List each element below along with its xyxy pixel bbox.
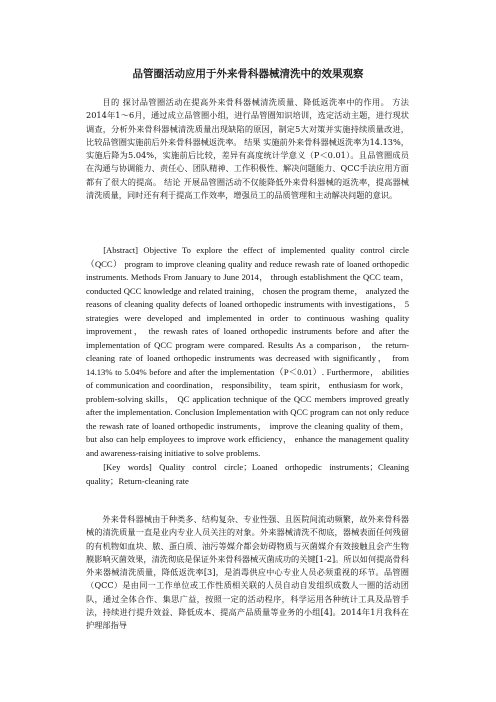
paper-title: 品管圈活动应用于外来骨科器械清洗中的效果观察	[132, 68, 364, 80]
english-abstract-text: [Abstract] Objective To explore the effect of implemented quality control circle（QCC） program to improve cleaning quality and reduce rewash rate of loaned orthopedic instruments. Methods From January to June 2014， through establishment the QCC team， conducted QCC knowledge and related training， chosen the program theme， analyzed the reasons of cleaning quality defects of loaned orthopedic instruments with investigations， 5 strategies were developed and implemented in order to continuous washing quality improvement， the rewash rates of loaned orthopedic instruments before and after the implementation of QCC program were compared. Results As a comparison， the return-cleaning rate of loaned orthopedic instruments was decreased with significantly， from 14.13% to 5.04% before and after the implementation（P＜0.01）. Furthermore， abilities of communication and coordination， responsibility， team spirit， enthusiasm for work， problem-solving skills， QC application technique of the QCC members improved greatly after the implementation. Conclusion Implementation with QCC program can not only reduce the rewash rate of loaned orthopedic instruments， improve the cleaning quality of them， but also can help employees to improve work efficiency， enhance the management quality and awareness-raising initiative to solve problems.	[86, 245, 409, 458]
body-paragraph	[86, 513, 409, 633]
english-abstract	[86, 244, 409, 460]
chinese-abstract	[86, 96, 409, 202]
body-paragraph-text: 外来骨科器械由于种类多、结构复杂、专业性强、且医院间流动频繁，故外来骨科器械的清洗质量一直是业内专业人员关注的对象。外来器械清洗不彻底，器械表面任何残留的有机物如血块、脓、蛋白质、油污等媒介都会妨碍物质与灭菌媒介有效接触且会产生物膜影响灭菌效果，清洗彻底是保证外来骨科器械灭菌成功的关键[1-2]。所以如何提高骨科外来器械清洗质量，降低返洗率[3]，是消毒供应中心专业人员必须重视的环节。品管圈（QCC）是由同一工作单位或工作性质相关联的人员自动自发组织成数人一圈的活动团队，通过全体合作、集思广益，按照一定的活动程序，科学运用各种统计工具及品管手法，持续进行提升效益、降低成本、提高产品质量等业务的小组[4]。2014年1月我科在护理部指导	[86, 514, 409, 631]
english-keywords-text: [Key words] Quality control circle；Loaned orthopedic instruments；Cleaning quality；Return-cleaning rate	[86, 462, 409, 486]
english-keywords	[86, 461, 409, 488]
chinese-abstract-text: 目的 探讨品管圈活动在提高外来骨科器械清洗质量、降低返洗率中的作用。 方法 2014年1～6月，通过成立品管圈小组，进行品管圈知识培训，选定活动主题，进行现状调查，分析外来骨科器械清洗质量出现缺陷的原因，制定5大对策并实施持续质量改进，比较品管圈实施前后外来骨科器械返洗率。 结果 实施前外来骨科器械返洗率为14.13%，实施后降为5.04%，实施前后比较，差异有高度统计学意义（P＜0.01）。且品管圈成员在沟通与协调能力、责任心、团队精神、工作积极性、解决问题能力、QCC手法应用方面都有了很大的提高。 结论 开展品管圈活动不仅能降低外来骨科器械的返洗率，提高器械清洗质量，同时还有利于提高工作效率，增强员工的品质管理和主动解决问题的意识。	[86, 97, 409, 201]
